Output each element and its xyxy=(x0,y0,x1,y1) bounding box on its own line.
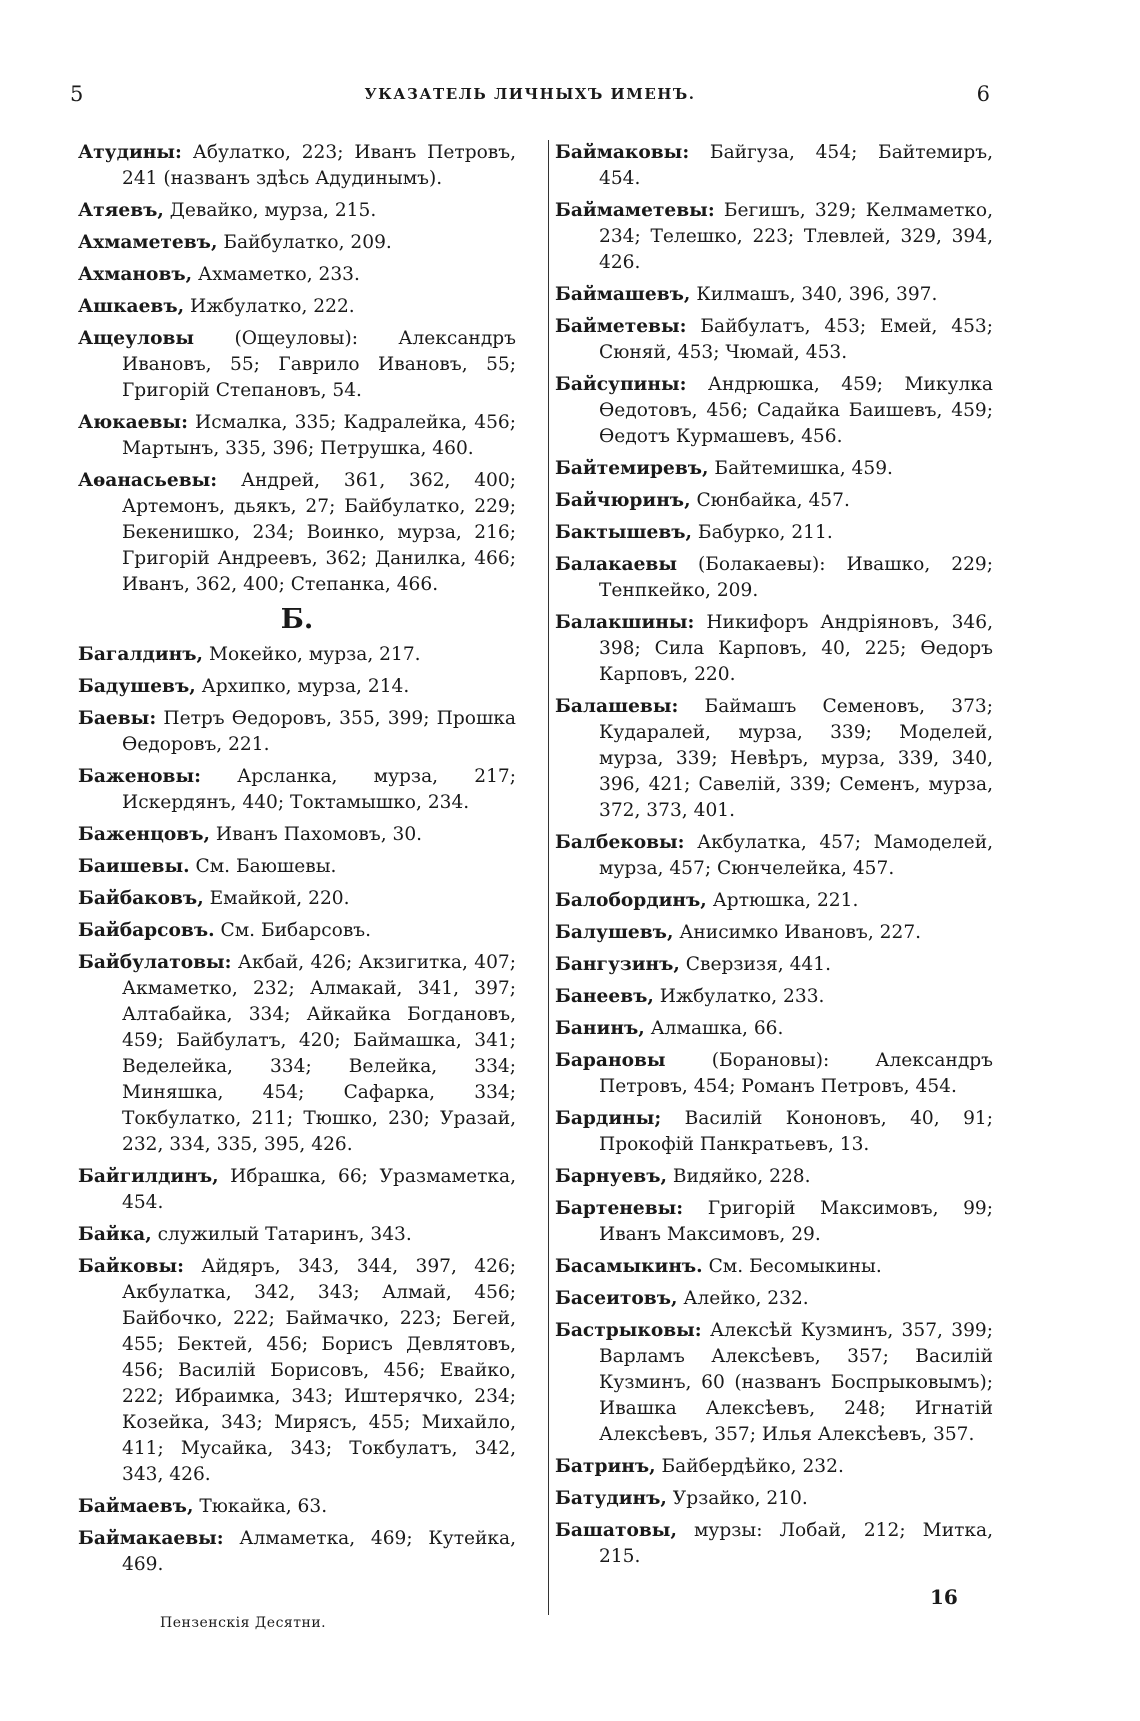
index-entry xyxy=(78,854,516,880)
entry-text: Артюшка, 221. xyxy=(706,890,859,911)
entry-surname: Балакшины: xyxy=(555,612,695,633)
index-entry xyxy=(555,1254,993,1280)
entry-text: (Болакаевы): Ивашко, 229; Тенпкейко, 209. xyxy=(599,554,993,601)
entry-surname: Баевы: xyxy=(78,708,157,729)
index-entry xyxy=(555,1486,993,1512)
entry-text: Алейко, 232. xyxy=(677,1288,809,1309)
entry-text: Акбай, 426; Акзигитка, 407; Акмаметко, 232; Алмакай, 341, 397; Алтабайка, 334; Айкайка Богдановъ, 459; Байбулатъ, 420; Баймашка, 341; Веделейка, 334; Велейка, 334; Миняшка, 454; Сафарка, 334; Токбулатко, 211; Тюшко, 230; Уразай, 232, 334, 335, 395, 426. xyxy=(122,952,516,1155)
index-entry xyxy=(78,1164,516,1216)
entry-text: Бабурко, 211. xyxy=(692,522,833,543)
index-entry xyxy=(555,1164,993,1190)
entry-surname: Баймаковы: xyxy=(555,142,690,163)
entry-surname: Башатовы, xyxy=(555,1520,677,1541)
entry-text: Айдяръ, 343, 344, 397, 426; Акбулатка, 342, 343; Алмай, 456; Байбочко, 222; Баймачко, 223; Бегей, 455; Бектей, 456; Борисъ Девлятовъ, 456; Василій Борисовъ, 456; Евайко, 222; Ибраимка, 343; Иштерячко, 234; Козейка, 343; Мирясъ, 455; Михайло, 411; Мусайка, 343; Токбулатъ, 342, 343, 426. xyxy=(122,1256,516,1485)
entry-text: Сверзизя, 441. xyxy=(679,954,831,975)
index-entry xyxy=(78,294,516,320)
entry-surname: Байметевы: xyxy=(555,316,687,337)
entry-text: Ижбулатко, 233. xyxy=(653,986,825,1007)
entry-surname: Байбарсовъ. xyxy=(78,920,215,941)
entry-surname: Бангузинъ, xyxy=(555,954,680,975)
entry-text: Арсланка, мурза, 217; Искердянъ, 440; Токтамышко, 234. xyxy=(122,766,516,813)
entry-surname: Басамыкинъ. xyxy=(555,1256,703,1277)
index-entry xyxy=(78,642,516,668)
entries-right xyxy=(555,140,993,1570)
entry-text: Анисимко Ивановъ, 227. xyxy=(673,922,922,943)
entry-text: Емайкой, 220. xyxy=(203,888,350,909)
index-entry xyxy=(78,674,516,700)
index-entry xyxy=(78,140,516,192)
page-number-right: 6 xyxy=(976,82,990,106)
entry-surname: Ащеуловы xyxy=(78,328,195,349)
entry-text: Байбердѣйко, 232. xyxy=(655,1456,844,1477)
entry-surname: Багалдинъ, xyxy=(78,644,204,665)
index-entry xyxy=(555,198,993,276)
entries-a xyxy=(78,140,516,598)
entry-text: Девайко, мурза, 215. xyxy=(163,200,377,221)
entry-text: Урзайко, 210. xyxy=(666,1488,808,1509)
entry-surname: Баймаметевы: xyxy=(555,200,715,221)
entry-surname: Барнуевъ, xyxy=(555,1166,667,1187)
entry-text: Видяйко, 228. xyxy=(666,1166,811,1187)
entry-surname: Балбековы: xyxy=(555,832,685,853)
entry-surname: Аѳанасьевы: xyxy=(78,470,218,491)
index-entry xyxy=(78,468,516,598)
entry-text: Алмашка, 66. xyxy=(644,1018,784,1039)
entry-text: Тюкайка, 63. xyxy=(193,1496,328,1517)
page-number-left: 5 xyxy=(70,82,84,106)
entry-text: Алексѣй Кузминъ, 357, 399; Варламъ Алексѣевъ, 357; Василій Кузминъ, 60 (названъ Боспрыковымъ); Ивашка Алексѣевъ, 248; Игнатій Алексѣевъ, 357; Илья Алексѣевъ, 357. xyxy=(599,1320,993,1445)
entry-surname: Байбаковъ, xyxy=(78,888,204,909)
index-entry xyxy=(78,1526,516,1578)
entry-surname: Балушевъ, xyxy=(555,922,674,943)
entry-text: Байбулатъ, 453; Емей, 453; Сюняй, 453; Чюмай, 453. xyxy=(599,316,993,363)
entry-surname: Бастрыковы: xyxy=(555,1320,702,1341)
entry-surname: Ахмановъ, xyxy=(78,264,193,285)
running-title: УКАЗАТЕЛЬ ЛИЧНЫХЪ ИМЕНЪ. xyxy=(364,85,696,103)
entry-text: Ижбулатко, 222. xyxy=(184,296,355,317)
footer-note: Пензенскія Десятни. xyxy=(160,1615,327,1631)
index-entry xyxy=(555,372,993,450)
index-entry xyxy=(78,1254,516,1488)
index-entry xyxy=(555,830,993,882)
index-entry xyxy=(555,1016,993,1042)
entry-surname: Баишевы. xyxy=(78,856,190,877)
entry-text: Байгуза, 454; Байтемиръ, 454. xyxy=(599,142,993,189)
entry-surname: Баймаевъ, xyxy=(78,1496,194,1517)
entry-text: Исмалка, 335; Кадралейка, 456; Мартынъ, 335, 396; Петрушка, 460. xyxy=(122,412,516,459)
index-entry xyxy=(78,198,516,224)
entry-text: Килмашъ, 340, 396, 397. xyxy=(690,284,938,305)
entry-surname: Ахмаметевъ, xyxy=(78,232,218,253)
index-entry xyxy=(78,230,516,256)
entry-text: Ибрашка, 66; Уразмаметка, 454. xyxy=(122,1166,516,1213)
entry-surname: Байка, xyxy=(78,1224,152,1245)
index-entry xyxy=(78,918,516,944)
entry-text: См. Баюшевы. xyxy=(189,856,337,877)
entry-surname: Атяевъ, xyxy=(78,200,164,221)
index-entry xyxy=(555,520,993,546)
entry-surname: Балобординъ, xyxy=(555,890,707,911)
section-letter: Б. xyxy=(280,604,314,635)
entry-surname: Байбулатовы: xyxy=(78,952,232,973)
index-entry xyxy=(555,920,993,946)
entry-surname: Ашкаевъ, xyxy=(78,296,185,317)
entry-surname: Батринъ, xyxy=(555,1456,656,1477)
entry-text: Андрей, 361, 362, 400; Артемонъ, дьякъ, 27; Байбулатко, 229; Бекенишко, 234; Воинко, мурза, 216; Григорій Андреевъ, 362; Данилка, 466; Иванъ, 362, 400; Степанка, 466. xyxy=(122,470,516,595)
entry-text: Андрюшка, 459; Микулка Ѳедотовъ, 456; Садайка Баишевъ, 459; Ѳедотъ Курмашевъ, 456. xyxy=(599,374,993,447)
entry-text: Сюнбайка, 457. xyxy=(690,490,850,511)
index-entry xyxy=(555,1454,993,1480)
entry-surname: Банинъ, xyxy=(555,1018,645,1039)
entry-surname: Байсупины: xyxy=(555,374,687,395)
entry-surname: Баженцовъ, xyxy=(78,824,210,845)
entry-text: (Борановы): Александръ Петровъ, 454; Романъ Петровъ, 454. xyxy=(599,1050,993,1097)
entry-surname: Балашевы: xyxy=(555,696,679,717)
entry-surname: Бадушевъ, xyxy=(78,676,196,697)
entry-text: См. Бесомыкины. xyxy=(702,1256,882,1277)
entry-text: Архипко, мурза, 214. xyxy=(195,676,410,697)
entry-surname: Байтемиревъ, xyxy=(555,458,709,479)
index-entry xyxy=(555,1286,993,1312)
index-entry xyxy=(555,1106,993,1158)
entry-text: Байбулатко, 209. xyxy=(217,232,392,253)
entry-text: Абулатко, 223; Иванъ Петровъ, 241 (названъ здѣсь Адудинымъ). xyxy=(122,142,516,189)
entry-text: Ахмаметко, 233. xyxy=(192,264,360,285)
entry-surname: Баженовы: xyxy=(78,766,201,787)
index-entry xyxy=(555,456,993,482)
entry-surname: Басеитовъ, xyxy=(555,1288,678,1309)
index-entry xyxy=(555,952,993,978)
entry-text: Байтемишка, 459. xyxy=(708,458,893,479)
entry-text: Григорій Максимовъ, 99; Иванъ Максимовъ, 29. xyxy=(599,1198,993,1245)
entry-surname: Банеевъ, xyxy=(555,986,654,1007)
entry-text: Мокейко, мурза, 217. xyxy=(203,644,421,665)
index-entry xyxy=(78,1222,516,1248)
index-entry xyxy=(555,140,993,192)
entry-text: Никифоръ Андріяновъ, 346, 398; Сила Карповъ, 40, 225; Ѳедоръ Карповъ, 220. xyxy=(599,612,993,685)
right-column xyxy=(555,140,993,1576)
index-entry xyxy=(555,984,993,1010)
entry-surname: Баймашевъ, xyxy=(555,284,691,305)
index-entry xyxy=(78,764,516,816)
index-entry xyxy=(78,262,516,288)
page-header xyxy=(70,82,990,112)
entry-surname: Баймакаевы: xyxy=(78,1528,224,1549)
entry-text: Бегишъ, 329; Келмаметко, 234; Телешко, 223; Тлевлей, 329, 394, 426. xyxy=(599,200,993,273)
entry-text: Петръ Ѳедоровъ, 355, 399; Прошка Ѳедоровъ, 221. xyxy=(122,708,516,755)
index-entry xyxy=(555,1048,993,1100)
entry-surname: Атудины: xyxy=(78,142,182,163)
index-entry xyxy=(555,694,993,824)
entry-surname: Байковы: xyxy=(78,1256,184,1277)
left-column xyxy=(78,140,516,1584)
entry-text: служилый Татаринъ, 343. xyxy=(151,1224,412,1245)
entry-surname: Барановы xyxy=(555,1050,666,1071)
index-entry xyxy=(555,488,993,514)
index-entry xyxy=(555,610,993,688)
index-entry xyxy=(78,950,516,1158)
entry-text: (Ощеуловы): Александръ Ивановъ, 55; Гаврило Ивановъ, 55; Григорій Степановъ, 54. xyxy=(122,328,516,401)
entry-surname: Балакаевы xyxy=(555,554,677,575)
index-entry xyxy=(555,314,993,366)
entries-b xyxy=(78,642,516,1578)
entry-text: Алмаметка, 469; Кутейка, 469. xyxy=(122,1528,516,1575)
entry-surname: Бардины; xyxy=(555,1108,662,1129)
index-entry xyxy=(555,552,993,604)
index-entry xyxy=(555,1518,993,1570)
entry-surname: Батудинъ, xyxy=(555,1488,667,1509)
entry-surname: Бактышевъ, xyxy=(555,522,692,543)
index-entry xyxy=(555,1196,993,1248)
index-entry xyxy=(555,282,993,308)
index-entry xyxy=(78,326,516,404)
entry-text: Акбулатка, 457; Мамоделей, мурза, 457; Сюнчелейка, 457. xyxy=(599,832,993,879)
entry-surname: Байчюринъ, xyxy=(555,490,691,511)
entry-surname: Байгилдинъ, xyxy=(78,1166,219,1187)
entry-text: См. Бибарсовъ. xyxy=(214,920,372,941)
index-entry xyxy=(555,888,993,914)
entry-surname: Аюкаевы: xyxy=(78,412,188,433)
entry-text: Василій Кононовъ, 40, 91; Прокофій Панкратьевъ, 13. xyxy=(599,1108,993,1155)
index-entry xyxy=(78,1494,516,1520)
index-entry xyxy=(78,886,516,912)
entry-text: Баймашъ Семеновъ, 373; Кударалей, мурза, 339; Моделей, мурза, 339; Невѣръ, мурза, 339, 340, 396, 421; Савелій, 339; Семенъ, мурза, 372, 373, 401. xyxy=(599,696,993,821)
index-entry xyxy=(555,1318,993,1448)
signature-mark: 16 xyxy=(930,1585,958,1609)
entry-text: Иванъ Пахомовъ, 30. xyxy=(209,824,423,845)
column-divider xyxy=(548,140,549,1615)
entry-text: мурзы: Лобай, 212; Митка, 215. xyxy=(599,1520,993,1567)
index-entry xyxy=(78,410,516,462)
index-entry xyxy=(78,706,516,758)
index-entry xyxy=(78,822,516,848)
entry-surname: Бартеневы: xyxy=(555,1198,684,1219)
